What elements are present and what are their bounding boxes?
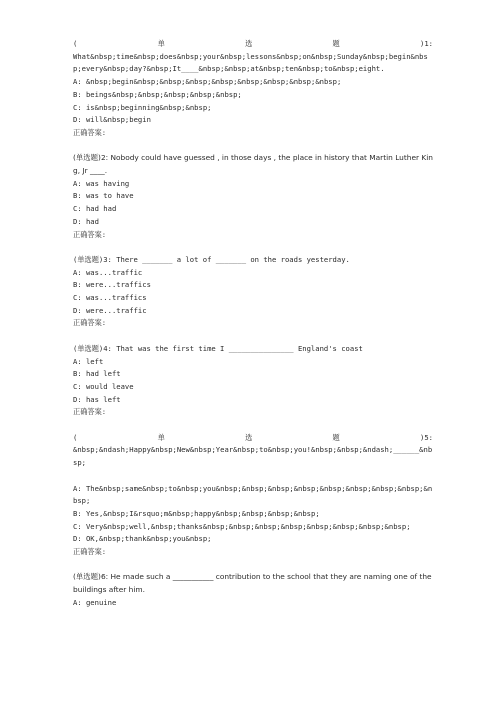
q1-char-3: 题 [332,39,340,48]
question-5-header [73,432,433,445]
question-1-option-c: C: is&nbsp;beginning&nbsp;&nbsp; [73,102,212,112]
question-1-option-b: B: beings&nbsp;&nbsp;&nbsp;&nbsp;&nbsp; [73,89,242,99]
question-3-answer: 正确答案: [73,318,107,328]
question-2-option-d: D: had [73,216,99,226]
q1-char-1: 单 [157,39,165,48]
question-5-option-a: A: The&nbsp;same&nbsp;to&nbsp;you&nbsp;&nbsp;&nbsp;&nbsp;&nbsp;&nbsp;&nbsp;&nbsp;&nbsp; [73,483,433,506]
question-5-option-d: D: OK,&nbsp;thank&nbsp;you&nbsp; [73,534,212,544]
question-6-option-a: A: genuine [73,597,117,607]
q5-number: )5: [420,432,433,442]
question-4-option-d: D: has left [73,394,121,404]
question-4-option-c: C: would leave [73,381,134,391]
question-list [73,38,433,610]
question-3-option-d: D: were...traffic [73,305,147,315]
question-3-option-b: B: were...traffics [73,280,151,290]
question-4-option-b: B: had left [73,369,121,379]
q1-number: )1: [420,39,433,48]
question-1-option-d: D: will&nbsp;begin [73,115,151,125]
question-5-option-c: C: Very&nbsp;well,&nbsp;thanks&nbsp;&nbsp;&nbsp;&nbsp;&nbsp;&nbsp;&nbsp;&nbsp; [73,521,411,531]
question-2-title: (单选题)2: Nobody could have guessed , in those days , the place in history that Martin Luther King, Jr ____. [73,153,433,176]
q1-paren: ( [73,39,78,48]
q5-char-3: 题 [332,432,340,442]
q1-char-2: 选 [245,39,253,48]
question-3-title: (单选题)3: There _______ a lot of _______ on the roads yesterday. [73,254,350,264]
question-1-option-a: A: &nbsp;begin&nbsp;&nbsp;&nbsp;&nbsp;&nbsp;&nbsp;&nbsp;&nbsp; [73,77,342,87]
question-2-answer: 正确答案: [73,229,107,239]
question-3-option-c: C: was...traffics [73,293,147,303]
question-2-option-c: C: had had [73,204,117,214]
question-1-stem: What&nbsp;time&nbsp;does&nbsp;your&nbsp;lessons&nbsp;on&nbsp;Sunday&nbsp;begin&nbsp;every&nbsp;day?&nbsp;It____&nbsp;&nbsp;at&nbsp;ten&nbsp;to&nbsp;eight. [73,51,428,74]
question-5-answer: 正确答案: [73,547,107,557]
q5-char-1: 单 [157,432,165,442]
question-5-stem: &nbsp;&ndash;Happy&nbsp;New&nbsp;Year&nbsp;to&nbsp;you!&nbsp;&nbsp;&ndash;______&nbsp; [73,445,433,468]
question-4-option-a: A: left [73,356,104,366]
question-1-header [73,38,433,51]
q5-char-2: 选 [245,432,253,442]
question-2-option-b: B: was to have [73,191,134,201]
question-5-option-b: B: Yes,&nbsp;I&rsquo;m&nbsp;happy&nbsp;&nbsp;&nbsp;&nbsp; [73,508,320,518]
question-2-option-a: A: was having [73,178,130,188]
question-4-answer: 正确答案: [73,407,107,417]
question-4-title: (单选题)4: That was the first time I _______________ England's coast [73,343,363,353]
question-1-answer: 正确答案: [73,127,107,137]
question-3-option-a: A: was...traffic [73,267,143,277]
question-6-title: (单选题)6: He made such a ___________ contribution to the school that they are naming one of the buildings after him. [73,572,432,595]
q5-paren: ( [73,432,78,442]
